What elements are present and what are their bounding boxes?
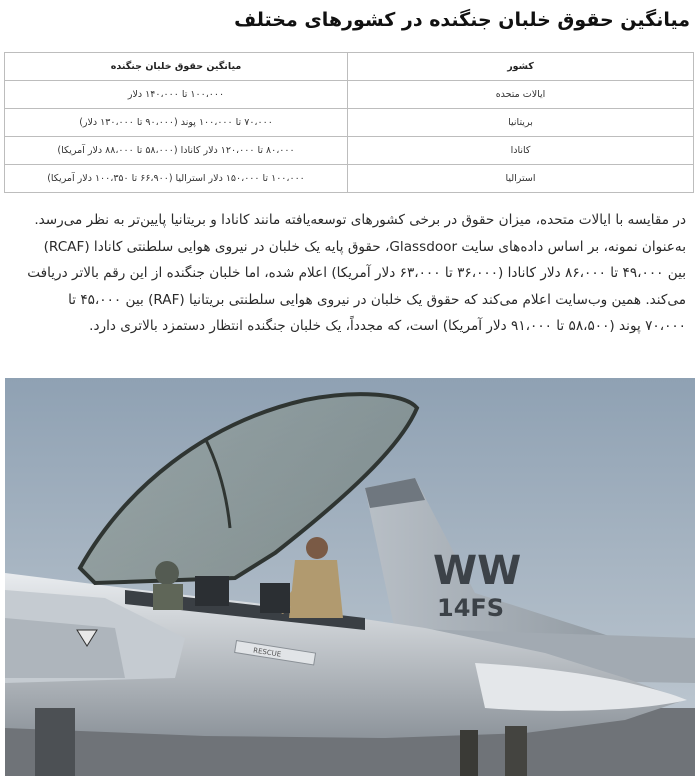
table-row (5, 137, 694, 165)
paragraph-line: در مقایسه با ایالات متحده، میزان حقوق در برخی کشورهای توسعه‌یافته مانند کانادا و بریتانیا پایین‌تر به نظر می‌رسد. (34, 212, 686, 228)
cell-country: ایالات متحده (348, 81, 694, 109)
header-salary: میانگین حقوق خلبان جنگنده (5, 53, 348, 81)
paragraph-line: می‌کند. همین وب‌سایت اعلام می‌کند که حقوق یک خلبان در نیروی هوایی سلطنتی بریتانیا (RAF) بین ۴۵،۰۰۰ تا (68, 291, 686, 308)
paragraph-line: ۷۰،۰۰۰ پوند (۵۸،۵۰۰ تا ۹۱،۰۰۰ دلار آمریکا) است، که مجدداً، یک خلبان جنگنده انتظار دستمزد بالاتری دارد. (89, 318, 686, 335)
salary-table (4, 52, 694, 193)
cell-salary: ۱۰۰،۰۰۰ تا ۱۵۰،۰۰۰ دلار استرالیا (۶۶،۹۰۰ تا ۱۰۰،۳۵۰ دلار آمریکا) (5, 165, 348, 193)
cell-salary: ۱۰۰،۰۰۰ تا ۱۴۰،۰۰۰ دلار (5, 81, 348, 109)
cell-country: کانادا (348, 137, 694, 165)
article-heading: میانگین حقوق خلبان جنگنده در کشورهای مختلف (234, 9, 690, 31)
paragraph-line: به‌عنوان نمونه، بر اساس داده‌های سایت Glassdoor، حقوق پایه یک خلبان در نیروی هوایی سلطنتی کانادا (RCAF) (43, 238, 686, 255)
cell-salary: ۸۰،۰۰۰ تا ۱۲۰،۰۰۰ دلار کانادا (۵۸،۰۰۰ تا ۸۸،۰۰۰ دلار آمریکا) (5, 137, 348, 165)
table-row (5, 165, 694, 193)
paragraph-line: بین ۴۹،۰۰۰ تا ۸۶،۰۰۰ دلار کانادا (۳۶،۰۰۰ تا ۶۳،۰۰۰ دلار آمریکا) اعلام شده، اما خلبان جنگنده از این رقم بالاتر دریافت (27, 265, 686, 282)
nose-marking: RESCUE (252, 646, 282, 659)
tail-letters: WW (433, 548, 522, 594)
cell-salary: ۷۰،۰۰۰ تا ۱۰۰،۰۰۰ پوند (۹۰،۰۰۰ تا ۱۳۰،۰۰۰ دلار) (5, 109, 348, 137)
header-country: کشور (348, 53, 694, 81)
table-row (5, 81, 694, 109)
tail-squadron: 14FS (437, 594, 505, 622)
cell-country: استرالیا (348, 165, 694, 193)
table-row (5, 109, 694, 137)
cell-country: بریتانیا (348, 109, 694, 137)
body-paragraph (12, 207, 686, 340)
table-header-row (5, 53, 694, 81)
fighter-jet-photo (5, 378, 695, 776)
